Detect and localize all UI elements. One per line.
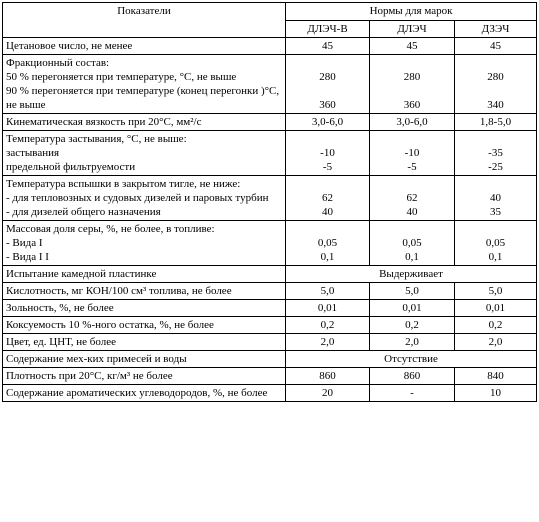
header-grade-dlech-v: ДЛЭЧ-В (286, 20, 370, 38)
row-label-line: - для дизелей общего назначения (6, 206, 161, 218)
value-cell-grade-3 (455, 385, 537, 402)
table-row (3, 385, 537, 402)
row-label (3, 317, 286, 334)
table-row (3, 176, 537, 221)
row-label-line: - Вида I (6, 237, 43, 249)
value-cell-grade-3 (455, 114, 537, 131)
row-label-line: застывания (6, 147, 60, 159)
value-line: 1,8-5,0 (479, 116, 512, 128)
value-line: 0,01 (485, 302, 506, 314)
value-line: 0,05 (485, 237, 506, 249)
value-cell-grade-2 (370, 131, 455, 176)
value-line: 0,05 (317, 237, 338, 249)
value-line: -10 (404, 147, 420, 159)
row-label (3, 55, 286, 114)
value-line: 0,2 (320, 319, 335, 331)
value-line: 20 (322, 387, 333, 399)
value-cell-grade-2 (370, 176, 455, 221)
value-line: 45 (322, 40, 333, 52)
value-line: 3,0-6,0 (396, 116, 428, 128)
value-line: 860 (319, 370, 336, 382)
row-label (3, 351, 286, 368)
value-line: 0,01 (317, 302, 338, 314)
fuel-spec-table (2, 2, 537, 402)
value-cell-grade-1 (286, 38, 370, 55)
table-row (3, 351, 537, 368)
value-line: 40 (490, 192, 502, 204)
row-label-line: - для тепловозных и судовых дизелей и паровых турбин (6, 192, 269, 204)
value-line: 360 (319, 99, 336, 111)
row-label-line: Содержание ароматических углеводородов, %, не более (6, 387, 268, 399)
value-line: -35 (488, 147, 503, 159)
header-row-top (3, 3, 537, 21)
value-line: 5,0 (320, 285, 335, 297)
value-cell-grade-3 (455, 176, 537, 221)
value-line: 3,0-6,0 (311, 116, 344, 128)
value-line: 10 (490, 387, 502, 399)
header-norms: Нормы для марок (286, 3, 537, 21)
value-cell-grade-3 (455, 368, 537, 385)
table-row (3, 38, 537, 55)
value-cell-grade-2 (370, 334, 455, 351)
value-cell-grade-2 (370, 300, 455, 317)
row-label-line: Цвет, ед. ЦНТ, не более (6, 336, 116, 348)
value-line: 0,1 (405, 251, 419, 263)
value-line (458, 132, 533, 146)
value-line (373, 132, 451, 146)
table-row (3, 283, 537, 300)
value-cell-grade-1 (286, 334, 370, 351)
value-line: 40 (322, 206, 333, 218)
row-label-line: Цетановое число, не менее (6, 40, 133, 52)
value-line (373, 177, 451, 191)
row-label (3, 368, 286, 385)
value-line (458, 177, 533, 191)
table-row (3, 300, 537, 317)
value-cell-grade-3 (455, 221, 537, 266)
value-line: 340 (487, 99, 504, 111)
row-label-line: Массовая доля серы, %, не более, в топливе: (6, 223, 215, 235)
row-label (3, 266, 286, 283)
value-cell-grade-3 (455, 283, 537, 300)
value-line: 2,0 (405, 336, 419, 348)
value-cell-grade-1 (286, 283, 370, 300)
value-cell-grade-2 (370, 221, 455, 266)
value-cell-grade-1 (286, 368, 370, 385)
row-label-line: - Вида I I (6, 251, 49, 263)
value-cell-grade-2 (370, 55, 455, 114)
row-label-line: Кислотность, мг КОН/100 см³ топлива, не более (6, 285, 232, 297)
value-cell-grade-1 (286, 221, 370, 266)
row-label (3, 176, 286, 221)
value-cell-grade-3 (455, 55, 537, 114)
table-row (3, 368, 537, 385)
value-line: 62 (322, 192, 333, 204)
row-label (3, 131, 286, 176)
value-line: 0,05 (402, 237, 422, 249)
row-label (3, 283, 286, 300)
row-label (3, 300, 286, 317)
value-cell-grade-1 (286, 317, 370, 334)
value-line: 2,0 (488, 336, 503, 348)
value-cell-grade-1 (286, 300, 370, 317)
table-row (3, 266, 537, 283)
row-label-line: Температура застывания, °С, не выше: (6, 133, 187, 145)
value-line: 2,0 (320, 336, 335, 348)
header-grade-dzech: ДЗЭЧ (455, 20, 537, 38)
value-line: - (410, 387, 414, 399)
value-line: 5,0 (488, 285, 503, 297)
row-label-line: Фракционный состав: (6, 57, 110, 69)
row-label (3, 114, 286, 131)
row-label-line: 50 % перегоняется при температуре, °С, не выше (6, 71, 237, 83)
merged-value: Выдерживает (286, 266, 537, 283)
table-row (3, 334, 537, 351)
table-row (3, 131, 537, 176)
value-cell-grade-3 (455, 131, 537, 176)
value-line: 35 (490, 206, 502, 218)
value-line: 0,1 (320, 251, 335, 263)
row-label (3, 38, 286, 55)
row-label-line: Зольность, %, не более (6, 302, 114, 314)
value-line (458, 222, 533, 236)
header-indicators: Показатели (3, 3, 286, 38)
value-cell-grade-1 (286, 55, 370, 114)
row-label-line: 90 % перегоняется при температуре (конец перегонки )°С, не выше (6, 85, 280, 111)
value-cell-grade-2 (370, 385, 455, 402)
value-line: 280 (403, 71, 421, 83)
value-line: 840 (487, 370, 504, 382)
value-cell-grade-2 (370, 38, 455, 55)
value-line: 0,2 (405, 319, 419, 331)
row-label-line: Испытание камедной пластинке (6, 268, 157, 280)
row-label-line: Плотность при 20°С, кг/м³ не более (6, 370, 173, 382)
table-row (3, 55, 537, 114)
row-label-line: Содержание мех-ких примесей и воды (6, 353, 187, 365)
value-line (289, 222, 366, 236)
value-line: 280 (487, 71, 504, 83)
value-line: 860 (403, 370, 421, 382)
value-line: -5 (322, 161, 333, 173)
row-label-line: предельной фильтруемости (6, 161, 136, 173)
table-row (3, 317, 537, 334)
table-row (3, 114, 537, 131)
table-body (3, 38, 537, 402)
value-cell-grade-2 (370, 114, 455, 131)
value-line: 0,1 (488, 251, 503, 263)
value-cell-grade-1 (286, 385, 370, 402)
value-line: 280 (319, 71, 336, 83)
value-line: 0,01 (402, 302, 422, 314)
value-line: -10 (320, 147, 335, 159)
header-grade-dlech: ДЛЭЧ (370, 20, 455, 38)
row-label-line: Кинематическая вязкость при 20°С, мм²/с (6, 116, 202, 128)
value-line: 360 (403, 99, 421, 111)
row-label-line: Температура вспышки в закрытом тигле, не ниже: (6, 178, 241, 190)
value-line: 40 (406, 206, 418, 218)
value-line (373, 56, 451, 70)
value-cell-grade-3 (455, 300, 537, 317)
value-cell-grade-3 (455, 334, 537, 351)
value-cell-grade-1 (286, 131, 370, 176)
row-label-line: Коксуемость 10 %-ного остатка, %, не более (6, 319, 214, 331)
value-line (289, 56, 366, 70)
value-line: -5 (407, 161, 417, 173)
row-label (3, 385, 286, 402)
value-line (289, 177, 366, 191)
value-cell-grade-2 (370, 283, 455, 300)
value-cell-grade-2 (370, 368, 455, 385)
value-line: 0,2 (488, 319, 503, 331)
value-line: 62 (406, 192, 418, 204)
value-cell-grade-1 (286, 114, 370, 131)
value-line: 45 (406, 40, 418, 52)
value-line (458, 56, 533, 70)
merged-value: Отсутствие (286, 351, 537, 368)
value-cell-grade-3 (455, 38, 537, 55)
value-line: 5,0 (405, 285, 419, 297)
value-line (289, 132, 366, 146)
value-cell-grade-2 (370, 317, 455, 334)
value-line (373, 222, 451, 236)
value-cell-grade-1 (286, 176, 370, 221)
value-cell-grade-3 (455, 317, 537, 334)
value-line: -25 (488, 161, 503, 173)
value-line: 45 (490, 40, 502, 52)
row-label (3, 334, 286, 351)
table-row (3, 221, 537, 266)
row-label (3, 221, 286, 266)
